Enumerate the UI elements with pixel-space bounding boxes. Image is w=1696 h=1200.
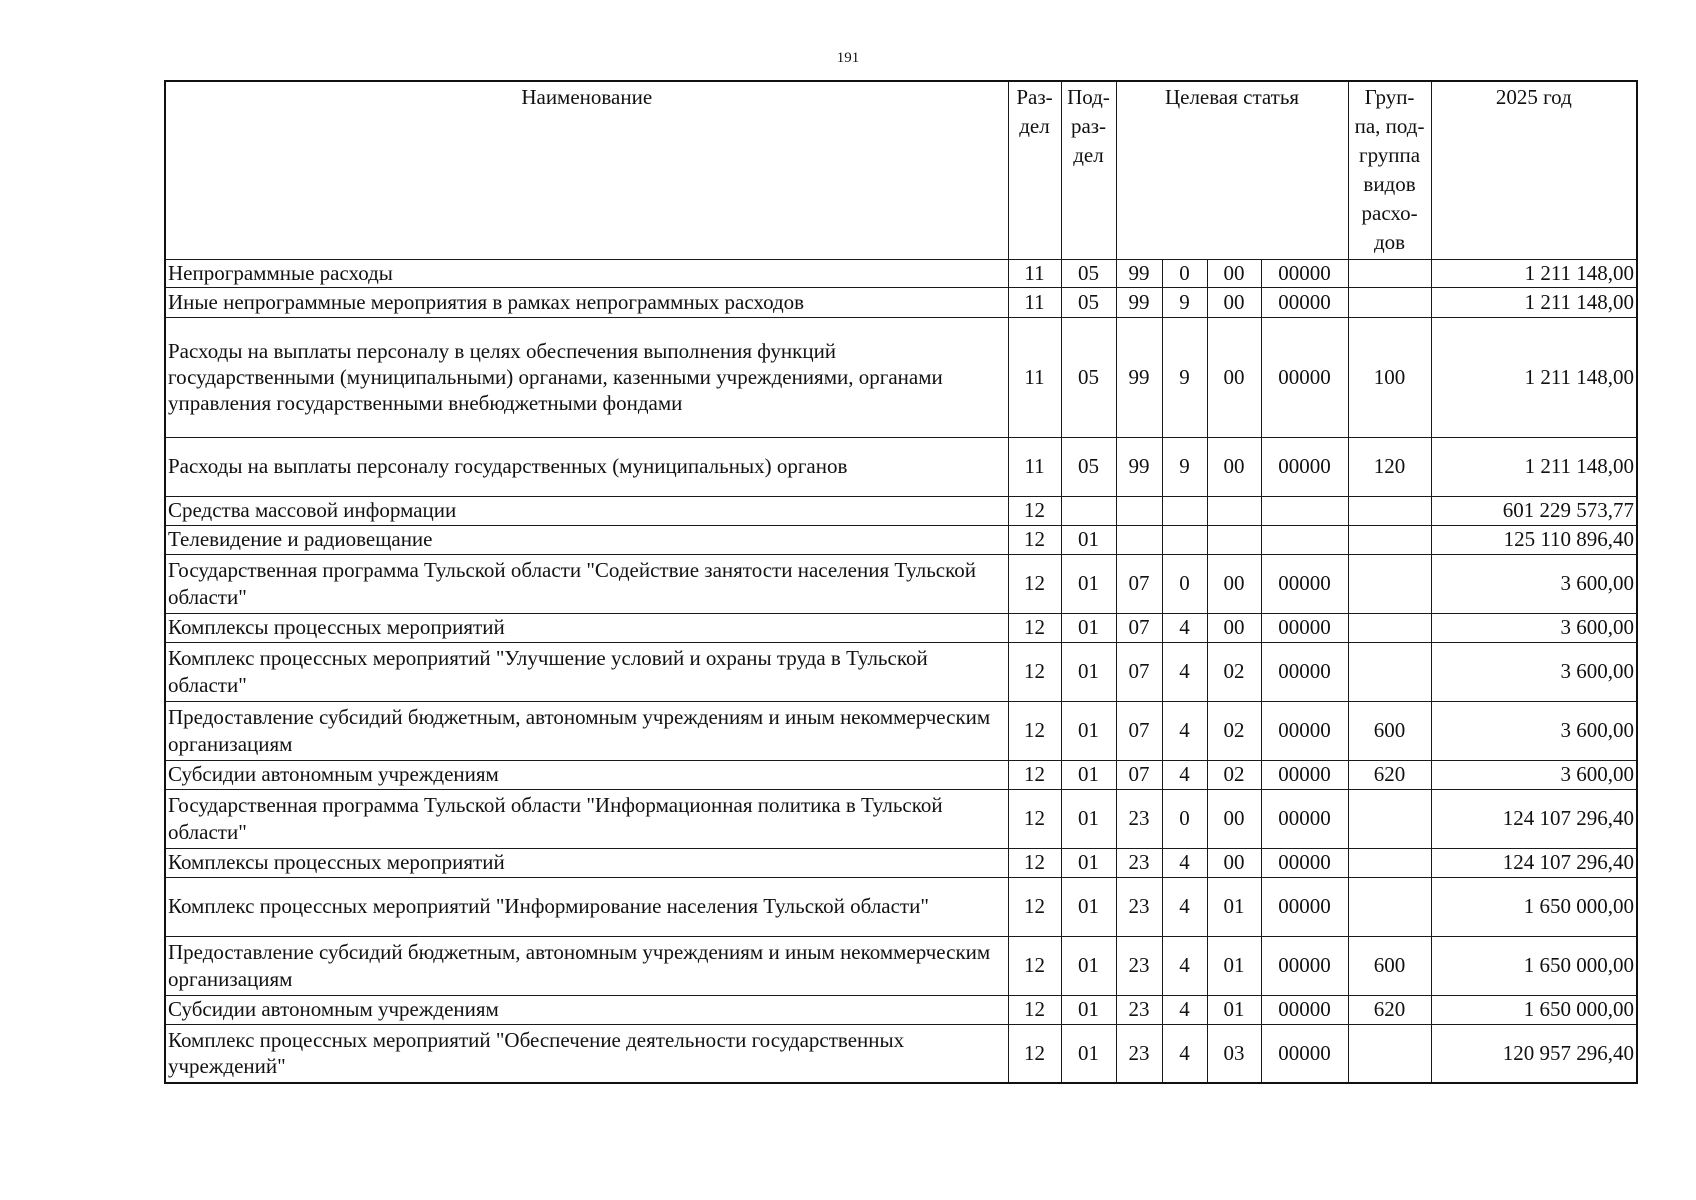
row-razdel: 12	[1008, 760, 1061, 789]
row-expense-group	[1348, 525, 1431, 554]
row-target-type: 0	[1162, 259, 1207, 287]
row-target-program: 07	[1116, 701, 1162, 760]
table-row	[165, 642, 1637, 701]
row-expense-group	[1348, 1024, 1431, 1083]
row-amount-2025: 601 229 573,77	[1431, 496, 1637, 525]
row-podrazdel: 01	[1061, 760, 1116, 789]
row-expense-group	[1348, 287, 1431, 317]
header-expense-group: Груп- па, под- группа видов расхо- дов	[1348, 81, 1431, 259]
row-target-program	[1116, 525, 1162, 554]
row-target-program: 23	[1116, 789, 1162, 848]
row-razdel: 12	[1008, 848, 1061, 877]
row-razdel: 12	[1008, 789, 1061, 848]
row-razdel: 11	[1008, 287, 1061, 317]
row-name: Расходы на выплаты персоналу государственных (муниципальных) органов	[165, 437, 1008, 496]
table-row	[165, 848, 1637, 877]
row-target-program: 07	[1116, 760, 1162, 789]
row-name: Телевидение и радиовещание	[165, 525, 1008, 554]
row-razdel: 12	[1008, 1024, 1061, 1083]
row-podrazdel	[1061, 496, 1116, 525]
row-target-program: 99	[1116, 287, 1162, 317]
header-podrazdel: Под- раз- дел	[1061, 81, 1116, 259]
row-name: Государственная программа Тульской области "Содействие занятости населения Тульской области"	[165, 554, 1008, 613]
row-podrazdel: 05	[1061, 259, 1116, 287]
table-row	[165, 760, 1637, 789]
row-target-type: 4	[1162, 760, 1207, 789]
row-target-direction: 00000	[1261, 877, 1348, 936]
row-target-direction: 00000	[1261, 760, 1348, 789]
row-target-direction: 00000	[1261, 995, 1348, 1024]
row-target-subprogram: 03	[1207, 1024, 1261, 1083]
row-podrazdel: 01	[1061, 936, 1116, 995]
row-name: Комплексы процессных мероприятий	[165, 613, 1008, 642]
row-podrazdel: 05	[1061, 317, 1116, 437]
row-target-subprogram: 00	[1207, 554, 1261, 613]
row-podrazdel: 05	[1061, 287, 1116, 317]
row-razdel: 12	[1008, 613, 1061, 642]
row-target-subprogram	[1207, 525, 1261, 554]
row-name: Государственная программа Тульской области "Информационная политика в Тульской области"	[165, 789, 1008, 848]
page-number: 191	[836, 50, 860, 66]
row-target-type: 9	[1162, 317, 1207, 437]
row-target-program: 07	[1116, 554, 1162, 613]
row-name: Субсидии автономным учреждениям	[165, 760, 1008, 789]
row-target-direction: 00000	[1261, 1024, 1348, 1083]
row-amount-2025: 3 600,00	[1431, 613, 1637, 642]
header-name: Наименование	[165, 81, 1008, 259]
row-target-direction: 00000	[1261, 789, 1348, 848]
row-target-type: 4	[1162, 1024, 1207, 1083]
row-expense-group	[1348, 848, 1431, 877]
row-target-direction: 00000	[1261, 642, 1348, 701]
row-amount-2025: 3 600,00	[1431, 642, 1637, 701]
row-target-program: 99	[1116, 317, 1162, 437]
row-target-direction: 00000	[1261, 613, 1348, 642]
header-row	[165, 81, 1637, 259]
table-row	[165, 437, 1637, 496]
row-amount-2025: 1 650 000,00	[1431, 877, 1637, 936]
row-podrazdel: 01	[1061, 554, 1116, 613]
row-target-type	[1162, 525, 1207, 554]
table-row	[165, 613, 1637, 642]
row-razdel: 12	[1008, 642, 1061, 701]
row-target-subprogram: 01	[1207, 877, 1261, 936]
row-expense-group	[1348, 642, 1431, 701]
row-target-type: 4	[1162, 642, 1207, 701]
budget-table	[164, 80, 1638, 1084]
row-razdel: 12	[1008, 995, 1061, 1024]
row-target-program: 99	[1116, 437, 1162, 496]
table-row	[165, 789, 1637, 848]
row-target-subprogram: 01	[1207, 936, 1261, 995]
row-target-subprogram: 00	[1207, 259, 1261, 287]
row-razdel: 11	[1008, 437, 1061, 496]
row-target-direction: 00000	[1261, 701, 1348, 760]
row-target-direction: 00000	[1261, 554, 1348, 613]
row-razdel: 12	[1008, 877, 1061, 936]
row-target-type: 4	[1162, 848, 1207, 877]
row-amount-2025: 1 211 148,00	[1431, 259, 1637, 287]
row-target-program: 07	[1116, 613, 1162, 642]
row-target-direction	[1261, 496, 1348, 525]
row-name: Непрограммные расходы	[165, 259, 1008, 287]
row-name: Субсидии автономным учреждениям	[165, 995, 1008, 1024]
row-target-direction: 00000	[1261, 287, 1348, 317]
header-target-article: Целевая статья	[1116, 81, 1348, 259]
row-podrazdel: 01	[1061, 701, 1116, 760]
row-target-type: 4	[1162, 877, 1207, 936]
row-podrazdel: 05	[1061, 437, 1116, 496]
row-razdel: 12	[1008, 701, 1061, 760]
row-amount-2025: 1 211 148,00	[1431, 317, 1637, 437]
row-target-direction	[1261, 525, 1348, 554]
row-target-type: 4	[1162, 936, 1207, 995]
row-name: Комплекс процессных мероприятий "Обеспечение деятельности государственных учреждений"	[165, 1024, 1008, 1083]
row-razdel: 11	[1008, 259, 1061, 287]
row-name: Иные непрограммные мероприятия в рамках непрограммных расходов	[165, 287, 1008, 317]
row-amount-2025: 124 107 296,40	[1431, 848, 1637, 877]
row-target-type: 4	[1162, 701, 1207, 760]
header-year-2025: 2025 год	[1431, 81, 1637, 259]
row-podrazdel: 01	[1061, 789, 1116, 848]
row-expense-group: 600	[1348, 701, 1431, 760]
row-amount-2025: 124 107 296,40	[1431, 789, 1637, 848]
row-name: Расходы на выплаты персоналу в целях обеспечения выполнения функций государственными (муниципальными) органами, казенными учреждениями, органами управления государственными внебюджетными фондами	[165, 317, 1008, 437]
row-name: Предоставление субсидий бюджетным, автономным учреждениям и иным некоммерческим организациям	[165, 936, 1008, 995]
row-amount-2025: 3 600,00	[1431, 554, 1637, 613]
table-row	[165, 877, 1637, 936]
row-expense-group	[1348, 496, 1431, 525]
row-target-program: 23	[1116, 995, 1162, 1024]
row-razdel: 12	[1008, 936, 1061, 995]
table-body	[165, 259, 1637, 1083]
row-expense-group	[1348, 554, 1431, 613]
row-target-type	[1162, 496, 1207, 525]
row-podrazdel: 01	[1061, 995, 1116, 1024]
row-target-subprogram: 01	[1207, 995, 1261, 1024]
row-podrazdel: 01	[1061, 848, 1116, 877]
row-target-type: 0	[1162, 554, 1207, 613]
row-target-type: 9	[1162, 287, 1207, 317]
row-target-program: 07	[1116, 642, 1162, 701]
table-row	[165, 554, 1637, 613]
row-target-program: 23	[1116, 1024, 1162, 1083]
table-row	[165, 496, 1637, 525]
table-row	[165, 701, 1637, 760]
row-target-subprogram: 00	[1207, 317, 1261, 437]
row-target-program: 99	[1116, 259, 1162, 287]
row-expense-group	[1348, 789, 1431, 848]
row-target-type: 4	[1162, 613, 1207, 642]
row-amount-2025: 1 650 000,00	[1431, 995, 1637, 1024]
row-expense-group: 120	[1348, 437, 1431, 496]
row-expense-group: 620	[1348, 995, 1431, 1024]
row-target-direction: 00000	[1261, 848, 1348, 877]
row-name: Средства массовой информации	[165, 496, 1008, 525]
table-row	[165, 287, 1637, 317]
header-razdel: Раз- дел	[1008, 81, 1061, 259]
row-podrazdel: 01	[1061, 613, 1116, 642]
row-target-direction: 00000	[1261, 936, 1348, 995]
row-expense-group: 100	[1348, 317, 1431, 437]
row-razdel: 11	[1008, 317, 1061, 437]
row-target-type: 0	[1162, 789, 1207, 848]
row-target-subprogram: 00	[1207, 437, 1261, 496]
row-razdel: 12	[1008, 496, 1061, 525]
row-razdel: 12	[1008, 525, 1061, 554]
row-target-direction: 00000	[1261, 259, 1348, 287]
row-amount-2025: 1 650 000,00	[1431, 936, 1637, 995]
table-row	[165, 259, 1637, 287]
row-razdel: 12	[1008, 554, 1061, 613]
table-row	[165, 317, 1637, 437]
row-target-subprogram: 02	[1207, 701, 1261, 760]
row-target-subprogram: 00	[1207, 789, 1261, 848]
row-target-type: 9	[1162, 437, 1207, 496]
row-target-subprogram	[1207, 496, 1261, 525]
row-expense-group: 620	[1348, 760, 1431, 789]
row-target-direction: 00000	[1261, 437, 1348, 496]
row-target-subprogram: 00	[1207, 848, 1261, 877]
row-target-subprogram: 00	[1207, 613, 1261, 642]
row-name: Комплекс процессных мероприятий "Улучшение условий и охраны труда в Тульской области"	[165, 642, 1008, 701]
table-row	[165, 525, 1637, 554]
row-amount-2025: 125 110 896,40	[1431, 525, 1637, 554]
row-target-program	[1116, 496, 1162, 525]
row-podrazdel: 01	[1061, 1024, 1116, 1083]
row-amount-2025: 3 600,00	[1431, 760, 1637, 789]
row-target-type: 4	[1162, 995, 1207, 1024]
row-target-subprogram: 02	[1207, 760, 1261, 789]
row-target-subprogram: 00	[1207, 287, 1261, 317]
row-amount-2025: 1 211 148,00	[1431, 287, 1637, 317]
row-target-program: 23	[1116, 848, 1162, 877]
row-expense-group	[1348, 613, 1431, 642]
row-expense-group: 600	[1348, 936, 1431, 995]
row-target-subprogram: 02	[1207, 642, 1261, 701]
row-expense-group	[1348, 259, 1431, 287]
row-amount-2025: 120 957 296,40	[1431, 1024, 1637, 1083]
row-amount-2025: 3 600,00	[1431, 701, 1637, 760]
table-row	[165, 1024, 1637, 1083]
row-podrazdel: 01	[1061, 525, 1116, 554]
row-podrazdel: 01	[1061, 877, 1116, 936]
table-row	[165, 936, 1637, 995]
row-target-direction: 00000	[1261, 317, 1348, 437]
row-expense-group	[1348, 877, 1431, 936]
row-target-program: 23	[1116, 936, 1162, 995]
row-name: Комплекс процессных мероприятий "Информирование населения Тульской области"	[165, 877, 1008, 936]
row-target-program: 23	[1116, 877, 1162, 936]
row-podrazdel: 01	[1061, 642, 1116, 701]
row-name: Предоставление субсидий бюджетным, автономным учреждениям и иным некоммерческим организациям	[165, 701, 1008, 760]
row-amount-2025: 1 211 148,00	[1431, 437, 1637, 496]
row-name: Комплексы процессных мероприятий	[165, 848, 1008, 877]
table-row	[165, 995, 1637, 1024]
